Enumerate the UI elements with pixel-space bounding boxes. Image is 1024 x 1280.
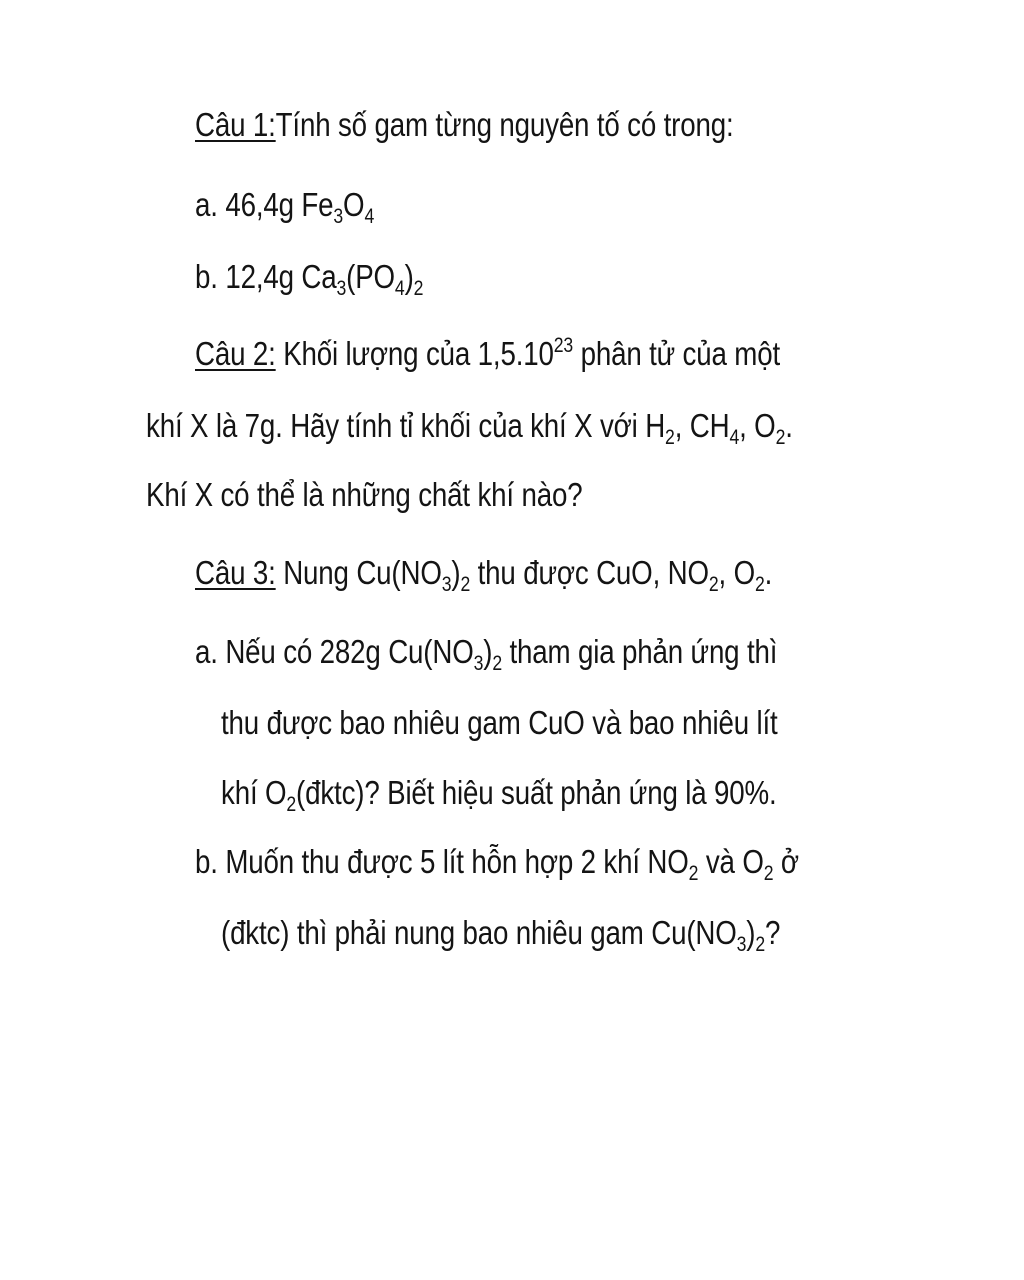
- text-run: , CH: [674, 407, 730, 444]
- text-run: Nung Cu(NO: [275, 554, 442, 591]
- subscript: 3: [333, 205, 344, 228]
- q2-line-2: [146, 404, 793, 448]
- q1-heading: [195, 103, 734, 147]
- text-run: ): [404, 258, 414, 295]
- text-run: Ca: [301, 258, 337, 295]
- subscript: 3: [441, 573, 452, 596]
- q1-text: Tính số gam từng nguyên tố có trong:: [275, 106, 734, 143]
- text-run: ?: [765, 914, 781, 951]
- subscript: 3: [336, 277, 347, 300]
- q3-b-line-2: [221, 911, 780, 955]
- q3-b-line-1: [195, 840, 799, 884]
- subscript: 2: [665, 426, 675, 449]
- q1-a-formula: [301, 186, 375, 228]
- text-run: .: [764, 554, 773, 591]
- text-run: a. Nếu có 282g Cu(NO: [195, 633, 474, 670]
- subscript: 2: [755, 933, 766, 956]
- subscript: 2: [754, 573, 765, 596]
- text-run: tham gia phản ứng thì: [501, 633, 778, 670]
- text-run: , O: [739, 407, 776, 444]
- text-run: khí O: [221, 774, 287, 811]
- q3-line-1: [195, 551, 772, 595]
- text-run: (PO: [346, 258, 395, 295]
- q1-label: Câu 1:: [195, 106, 276, 143]
- text-run: ): [746, 914, 756, 951]
- q2-line-3: Khí X có thể là những chất khí nào?: [146, 476, 583, 513]
- subscript: 3: [473, 652, 484, 675]
- subscript: 2: [708, 573, 719, 596]
- q3-line-1-text: [275, 554, 773, 596]
- q1-b-prefix: b. 12,4g: [195, 258, 302, 295]
- q2-line-1: [195, 332, 780, 376]
- text-run: b. Muốn thu được 5 lít hỗn hợp 2 khí NO: [195, 843, 689, 880]
- text-run: O: [343, 186, 365, 223]
- q2-label: Câu 2:: [195, 335, 276, 372]
- text-run: Fe: [301, 186, 334, 223]
- text-run: (đktc)? Biết hiệu suất phản ứng là 90%.: [296, 774, 777, 811]
- text-run: , O: [718, 554, 755, 591]
- subscript: 2: [460, 573, 471, 596]
- subscript: 2: [763, 862, 774, 885]
- q1-part-a: [195, 183, 374, 227]
- subscript: 2: [492, 652, 502, 675]
- text-run: khí X là 7g. Hãy tính tỉ khối của khí X với H: [146, 407, 666, 444]
- text-run: ): [483, 633, 493, 670]
- subscript: 4: [394, 277, 405, 300]
- subscript: 2: [775, 426, 786, 449]
- text-run: Khối lượng của 1,5.10: [275, 335, 554, 372]
- q3-a-line-1: [195, 630, 777, 674]
- subscript: 2: [413, 277, 424, 300]
- subscript: 2: [688, 862, 699, 885]
- subscript: 3: [736, 933, 747, 956]
- q1-a-prefix: a. 46,4g: [195, 186, 302, 223]
- subscript: 4: [729, 426, 740, 449]
- q1-part-b: [195, 255, 423, 299]
- text-run: thu được CuO, NO: [470, 554, 709, 591]
- q3-label: Câu 3:: [195, 554, 276, 591]
- text-run: phân tử của một: [573, 335, 780, 372]
- text-run: ở: [773, 843, 799, 880]
- q1-b-formula: [301, 258, 424, 300]
- text-run: và O: [698, 843, 764, 880]
- text-run: (đktc) thì phải nung bao nhiêu gam Cu(NO: [221, 914, 737, 951]
- q3-a-line-2: thu được bao nhiêu gam CuO và bao nhiêu lít: [221, 704, 778, 741]
- text-run: ): [451, 554, 461, 591]
- q3-a-line-3: [221, 771, 777, 815]
- subscript: 4: [364, 205, 375, 228]
- q2-line-1-text: [276, 335, 780, 372]
- superscript: 23: [553, 334, 574, 357]
- subscript: 2: [286, 793, 297, 816]
- text-run: .: [785, 407, 793, 444]
